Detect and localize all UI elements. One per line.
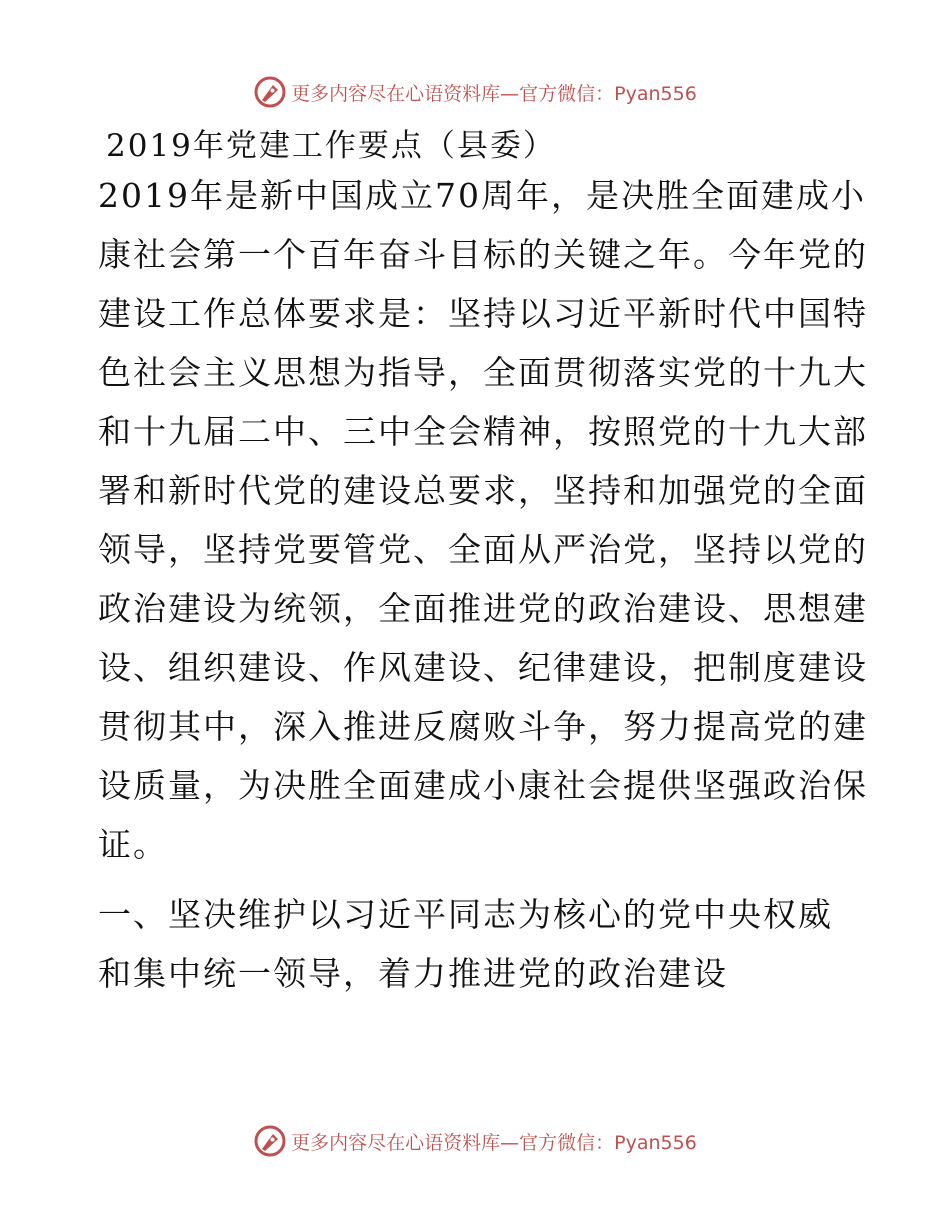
- header-watermark: [0, 72, 950, 112]
- document-title: 2019年党建工作要点（县委）: [106, 128, 556, 164]
- paragraph-line: 证。: [98, 825, 168, 864]
- paragraph-line: 贯彻其中，深入推进反腐败斗争，努力提高党的建: [98, 707, 868, 746]
- footer-watermark: [0, 1121, 950, 1161]
- heading-line: 和集中统一领导，着力推进党的政治建设: [98, 954, 728, 993]
- paragraph-line: 康社会第一个百年奋斗目标的关键之年。今年党的: [98, 235, 868, 274]
- paragraph-line: 建设工作总体要求是：坚持以习近平新时代中国特: [98, 294, 868, 333]
- paragraph-line: 2019年是新中国成立70周年，是决胜全面建成小: [98, 176, 866, 215]
- watermark-text: 更多内容尽在心语资料库—官方微信：Pyan556: [291, 82, 697, 105]
- pen-nib-logo-icon: [253, 1124, 287, 1158]
- paragraph-line: 色社会主义思想为指导，全面贯彻落实党的十九大: [98, 353, 868, 392]
- paragraph-line: 政治建设为统领，全面推进党的政治建设、思想建: [98, 589, 868, 628]
- paragraph-line: 设质量，为决胜全面建成小康社会提供坚强政治保: [98, 766, 868, 805]
- pen-nib-logo-icon: [253, 75, 287, 109]
- paragraph-line: 和十九届二中、三中全会精神，按照党的十九大部: [98, 412, 868, 451]
- paragraph-line: 署和新时代党的建设总要求，坚持和加强党的全面: [98, 471, 868, 510]
- paragraph-line: 设、组织建设、作风建设、纪律建设，把制度建设: [98, 648, 868, 687]
- heading-line: 一、坚决维护以习近平同志为核心的党中央权威: [98, 895, 833, 934]
- paragraph-line: 领导，坚持党要管党、全面从严治党，坚持以党的: [98, 530, 868, 569]
- section-heading-1: [98, 885, 858, 1003]
- intro-paragraph: [98, 166, 868, 874]
- watermark-text: 更多内容尽在心语资料库—官方微信：Pyan556: [291, 1131, 697, 1154]
